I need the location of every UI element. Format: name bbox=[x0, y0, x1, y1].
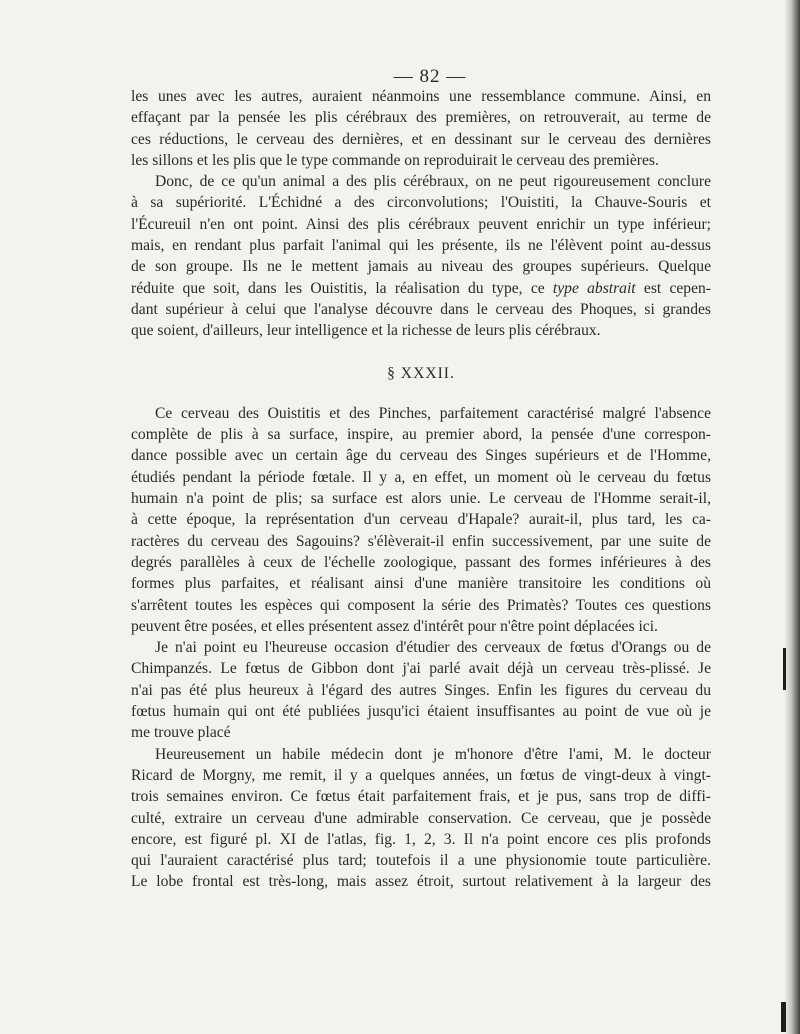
text-line: que soient, d'ailleurs, leur intelligence et la richesse de leurs plis cérébraux. bbox=[131, 322, 601, 340]
text-line: à cette époque, la représentation d'un cerveau d'Hapale? aurait-il, plus tard, les ca- bbox=[131, 511, 711, 529]
text-line: Le lobe frontal est très-long, mais assez étroit, surtout relativement à la largeur des bbox=[131, 873, 711, 891]
text-line: ces réductions, le cerveau des dernières, et en dessinant sur le cerveau des dernières bbox=[131, 130, 711, 148]
page-edge-mark bbox=[781, 1002, 786, 1032]
body-text bbox=[131, 86, 711, 893]
text-line: à sa supériorité. L'Échidné a des circonvolutions; l'Ouistiti, la Chauve-Souris et bbox=[131, 194, 711, 212]
page-number: — 82 — bbox=[393, 66, 467, 87]
text-line: Ce cerveau des Ouistitis et des Pinches, parfaitement caractérisé malgré l'absence bbox=[155, 404, 711, 422]
text-line: effaçant par la pensée les plis cérébraux des premières, on retrouverait, au terme de bbox=[131, 109, 711, 127]
text-line: étudiés pendant la période fœtale. Il y a, en effet, un moment où le cerveau du fœtus bbox=[131, 468, 711, 486]
section-title: § XXXII. bbox=[387, 364, 455, 382]
text-line: n'ai pas été plus heureux à l'égard des autres Singes. Enfin les figures du cerveau du bbox=[131, 681, 711, 699]
text-line: les unes avec les autres, auraient néanmoins une ressemblance commune. Ainsi, en bbox=[131, 88, 711, 105]
text-line: encore, est figuré pl. XI de l'atlas, fig. 1, 2, 3. Il n'a point encore ces plis profonds bbox=[131, 830, 711, 848]
text-line: qui l'auraient caractérisé plus tard; toutefois il a une physionomie toute particulière. bbox=[131, 852, 711, 870]
text-line: dant supérieur à celui que l'analyse découvre dans le cerveau des Phoques, si grandes bbox=[131, 300, 711, 318]
text-line: degrés parallèles à ceux de l'échelle zoologique, passant des formes inférieures à des bbox=[131, 553, 711, 571]
text-line: l'Écureuil n'en ont point. Ainsi des plis cérébraux peuvent enrichir un type inférieur; bbox=[131, 215, 711, 233]
text-line: me trouve placé bbox=[131, 724, 231, 742]
text-line: formes plus parfaites, et réalisant ainsi d'une manière transitoire les conditions où bbox=[131, 575, 711, 593]
text-fragment: est cepen- bbox=[635, 279, 712, 297]
text-line: de son groupe. Ils ne le mettent jamais au niveau des groupes supérieurs. Quelque bbox=[131, 258, 711, 276]
text-line: mais, en rendant plus parfait l'animal qui les présente, ils ne l'élèvent point au-dessus bbox=[131, 237, 711, 255]
text-line-with-italic bbox=[131, 278, 711, 299]
text-line: les sillons et les plis que le type commande on reproduirait le cerveau des premières. bbox=[131, 151, 659, 169]
italic-term: type abstrait bbox=[552, 279, 636, 297]
text-line: humain n'a point de plis; sa surface est alors unie. Le cerveau de l'Homme serait-il, bbox=[131, 490, 711, 508]
text-line: ractères du cerveau des Sagouins? s'élèverait-il enfin successivement, par une suite de bbox=[131, 532, 711, 550]
text-line: s'arrêtent toutes les espèces qui composent la série des Primatès? Toutes ces questions bbox=[131, 596, 711, 614]
page-edge-shadow bbox=[784, 0, 800, 1034]
text-line: Ricard de Morgny, me remit, il y a quelques années, un fœtus de vingt-deux à vingt- bbox=[131, 766, 711, 784]
text-line: complète de plis à sa surface, inspire, au premier abord, la pensée d'une correspon- bbox=[131, 426, 711, 444]
text-line: dance possible avec un certain âge du cerveau des Singes supérieurs et de l'Homme, bbox=[131, 447, 711, 465]
text-line: peuvent être posées, et elles présentent assez d'intérêt pour n'être point déplacées ici. bbox=[131, 617, 658, 635]
text-line: culté, extraire un cerveau d'une admirable conservation. Ce cerveau, que je possède bbox=[131, 809, 711, 827]
text-fragment: réduite que soit, dans les Ouistitis, la réalisation du type, ce bbox=[131, 279, 553, 297]
text-line: Chimpanzés. Le fœtus de Gibbon dont j'ai parlé avait déjà un cerveau très-plissé. Je bbox=[131, 660, 711, 678]
text-line: Heureusement un habile médecin dont je m'honore d'être l'ami, M. le docteur bbox=[155, 745, 711, 763]
text-line: Je n'ai point eu l'heureuse occasion d'étudier des cerveaux de fœtus d'Orangs ou de bbox=[155, 639, 711, 657]
text-line: trois semaines environ. Ce fœtus était parfaitement frais, et je pus, sans trop de diffi- bbox=[131, 788, 711, 806]
text-line: Donc, de ce qu'un animal a des plis cérébraux, on ne peut rigoureusement conclure bbox=[155, 173, 711, 191]
text-line: fœtus humain qui ont été publiées jusqu'ici étaient insuffisantes au point de vue où je bbox=[131, 703, 711, 721]
page-edge-mark bbox=[783, 648, 786, 690]
